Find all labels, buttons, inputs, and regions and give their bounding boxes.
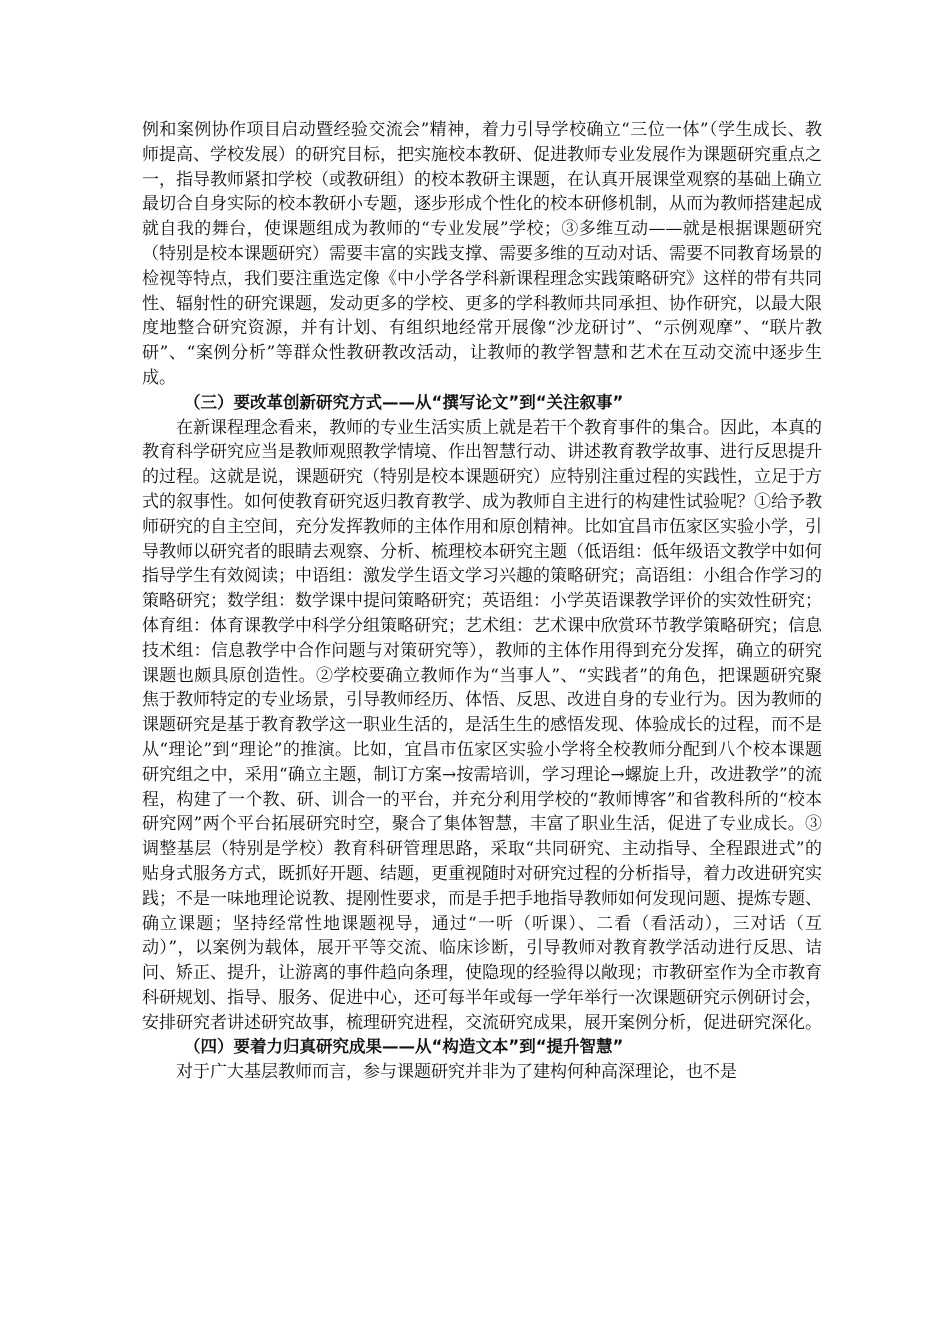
- paragraph-section-3: 在新课程理念看来，教师的专业生活实质上就是若干个教育事件的集合。因此，本真的教育科学研究应当是教师观照教学情境、作出智慧行动、讲述教育教学故事、进行反思提升的过程。这就是说，课题研究（特别是校本课题研究）应特别注重过程的实践性，立足于方式的叙事性。如何使教育研究返归教育教学、成为教师自主进行的构建性试验呢？①给予教师研究的自主空间，充分发挥教师的主体作用和原创精神。比如宜昌市伍家区实验小学，引导教师以研究者的眼睛去观察、分析、梳理校本研究主题（低语组：低年级语文教学中如何指导学生有效阅读；中语组：激发学生语文学习兴趣的策略研究；高语组：小组合作学习的策略研究；数学组：数学课中提问策略研究；英语组：小学英语课教学评价的实效性研究；体育组：体育课教学中科学分组策略研究；艺术组：艺术课中欣赏环节教学策略研究；信息技术组：信息教学中合作问题与对策研究等），教师的主体作用得到充分发挥，确立的研究课题也颇具原创造性。②学校要确立教师作为“当事人”、“实践者”的角色，把课题研究聚焦于教师特定的专业场景，引导教师经历、体悟、反思、改进自身的专业行为。因为教师的课题研究是基于教育教学这一职业生活的，是活生生的感悟发现、体验成长的过程，而不是从“理论”到“理论”的推演。比如，宜昌市伍家区实验小学将全校教师分配到八个校本课题研究组之中，采用“确立主题，制订方案→按需培训，学习理论→螺旋上升，改进教学”的流程，构建了一个教、研、训合一的平台，并充分利用学校的“教师博客”和省教科所的“校本研究网”两个平台拓展研究时空，聚合了集体智慧，丰富了职业生活，促进了专业成长。③调整基层（特别是学校）教育科研管理思路，采取“共同研究、主动指导、全程跟进式”的贴身式服务方式，既抓好开题、结题，更重视随时对研究过程的分析指导，着力改进研究实践；不是一味地理论说教、提刚性要求，而是手把手地指导教师如何发现问题、提炼专题、确立课题；坚持经常性地课题视导，通过“一听（听课）、二看（看活动），三对话（互动）”，以案例为载体，展开平等交流、临床诊断，引导教师对教育教学活动进行反思、诘问、矫正、提升，让游离的事件趋向条理，使隐现的经验得以敞现；市教研室作为全市教育科研规划、指导、服务、促进中心，还可每半年或每一学年举行一次课题研究示例研讨会，安排研究者讲述研究故事，梳理研究进程，交流研究成果，展开案例分析，促进研究深化。: [142, 417, 822, 1033]
- section-heading-4: （四）要着力归真研究成果——从“构造文本”到“提升智慧”: [184, 1037, 624, 1057]
- paragraph-continuation: 例和案例协作项目启动暨经验交流会”精神，着力引导学校确立“三位一体”（学生成长、教师提高、学校发展）的研究目标，把实施校本教研、促进教师专业发展作为课题研究重点之一，指导教师紧扣学校（或教研组）的校本教研主课题，在认真开展课堂观察的基础上确立最切合自身实际的校本教研小专题，逐步形成个性化的校本研修机制，从而为教师搭建起成就自我的舞台，使课题组成为教师的“专业发展”学校；③多维互动——就是根据课题研究（特别是校本课题研究）需要丰富的实践支撑、需要多维的互动对话、需要不同教育场景的检视等特点，我们要注重选定像《中小学各学科新课程理念实践策略研究》这样的带有共同性、辐射性的研究课题，发动更多的学校、更多的学科教师共同承担、协作研究，以最大限度地整合研究资源，并有计划、有组织地经常开展像“沙龙研讨”、“示例观摩”、“联片教研”、“案例分析”等群众性教研教改活动，让教师的教学智慧和艺术在互动交流中逐步生成。: [142, 120, 822, 388]
- paragraph-section-4: 对于广大基层教师而言，参与课题研究并非为了建构何种高深理论，也不是: [176, 1062, 737, 1083]
- document-body: [142, 118, 822, 1085]
- section-heading-3: （三）要改革创新研究方式——从“撰写论文”到“关注叙事”: [184, 392, 624, 412]
